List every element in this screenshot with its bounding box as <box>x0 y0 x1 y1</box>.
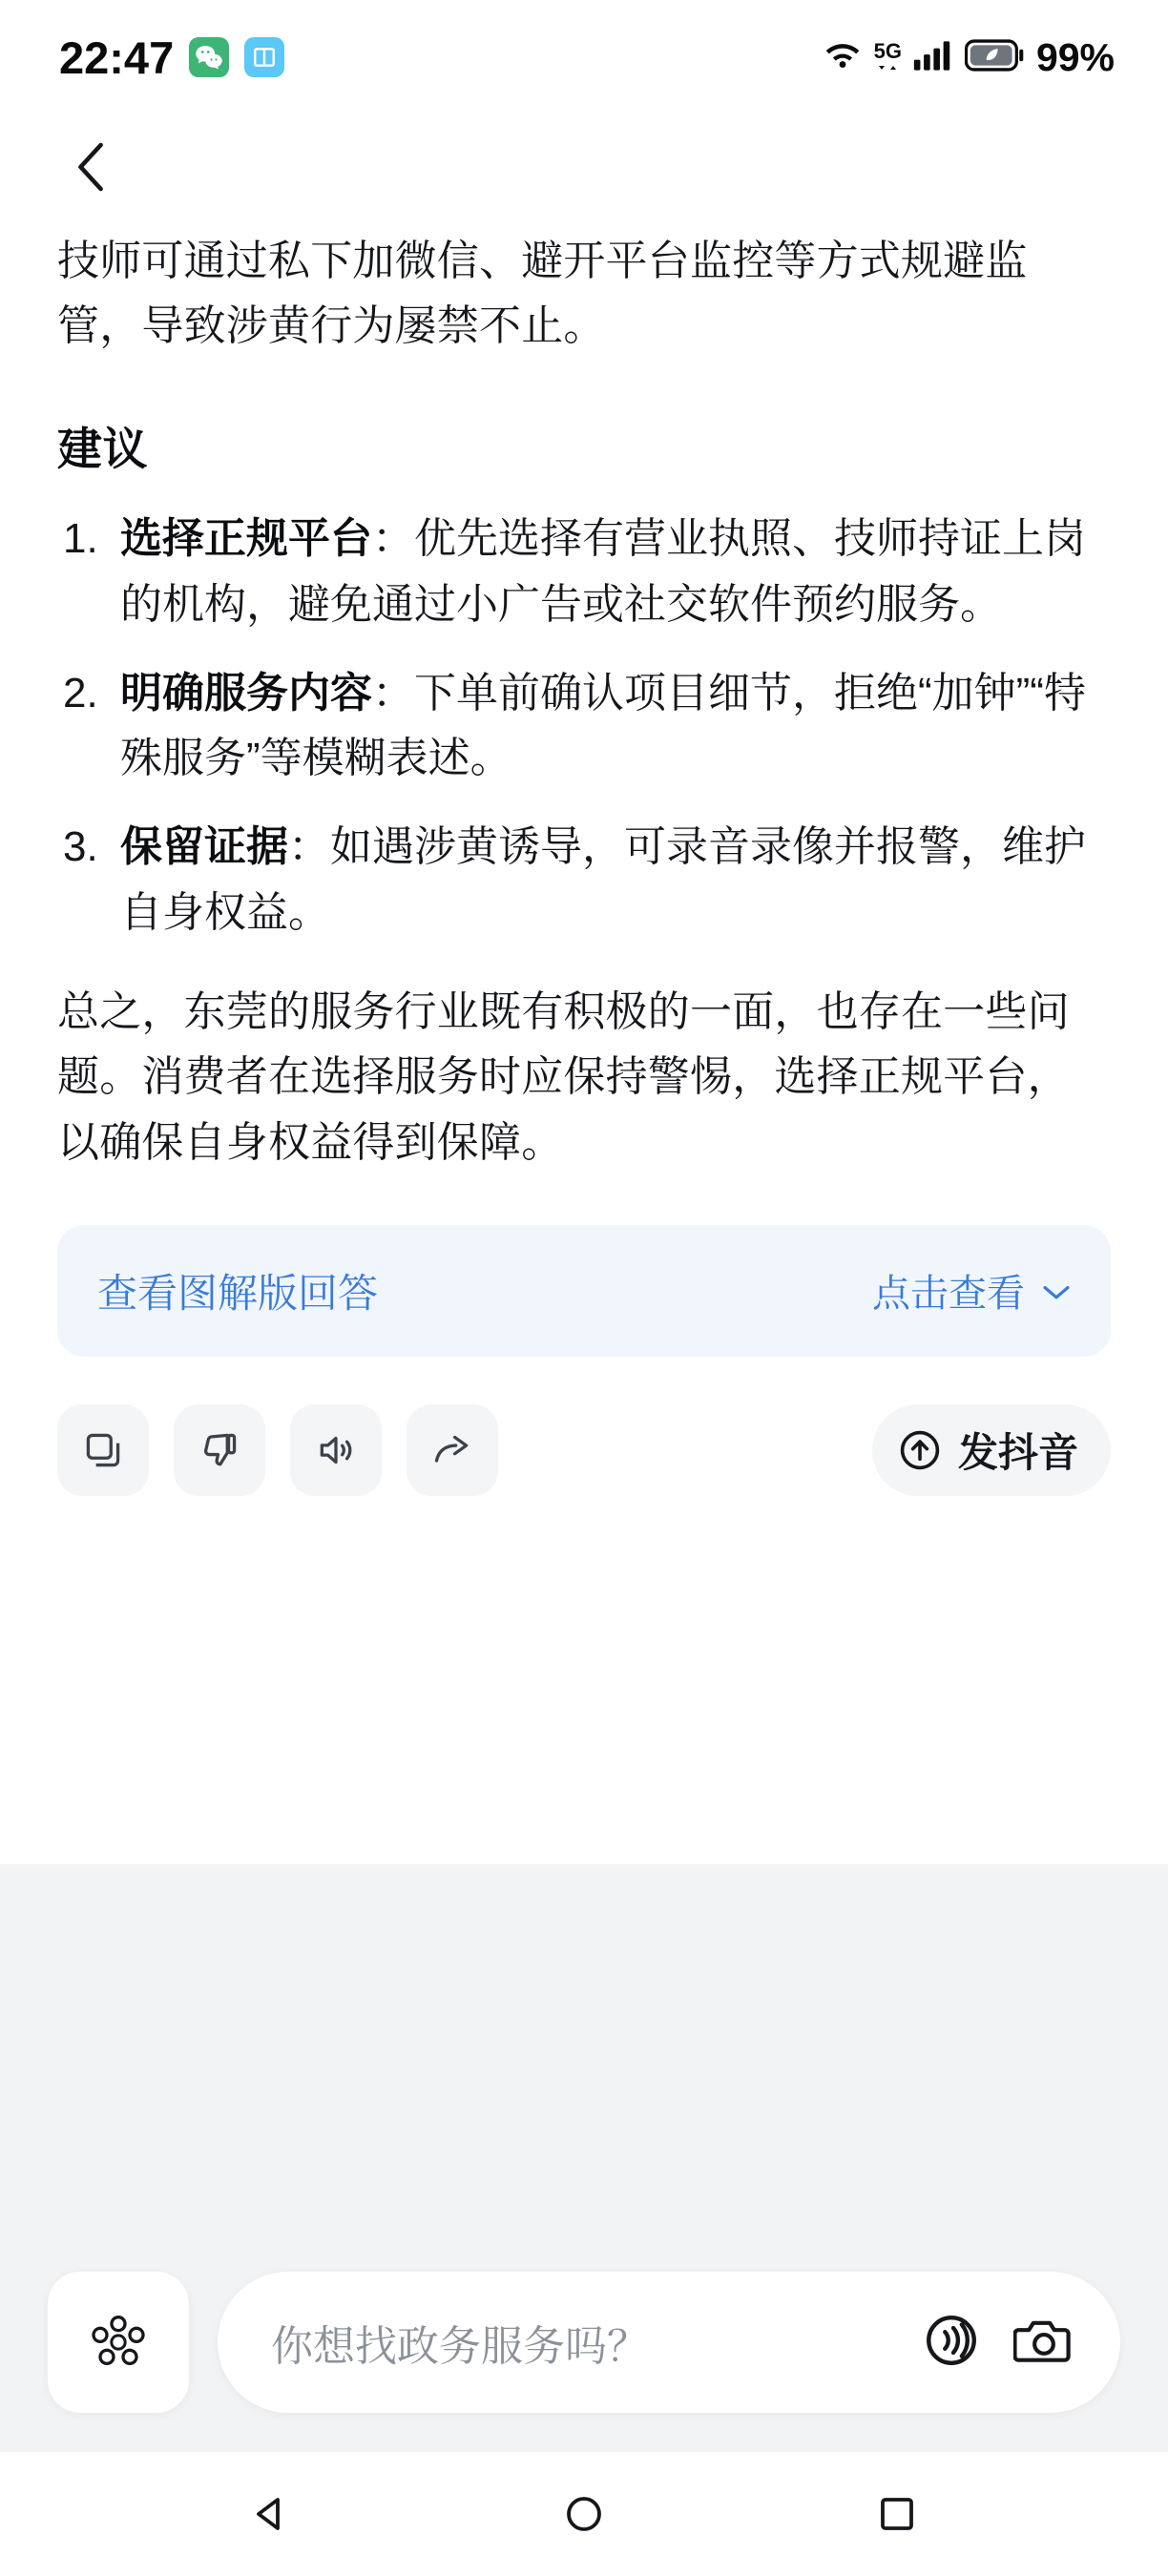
advice-list <box>57 507 1111 945</box>
illustrated-answer-title: 查看图解版回答 <box>97 1270 379 1316</box>
status-bar-left <box>59 31 284 84</box>
answer-action-group <box>57 1404 498 1496</box>
triangle-back-icon <box>248 2491 294 2537</box>
list-item <box>57 661 1111 792</box>
status-bar-right <box>822 35 1115 80</box>
share-button[interactable] <box>407 1404 498 1496</box>
top-nav-bar <box>0 114 1168 219</box>
share-icon <box>431 1429 473 1471</box>
copy-icon <box>82 1429 124 1471</box>
voice-button[interactable] <box>922 2311 981 2375</box>
advice-text: 如遇涉黄诱导，可录音录像并报警，维护自身权益。 <box>120 822 1086 936</box>
advice-separator: ： <box>372 515 414 563</box>
advice-text: 优先选择有营业执照、技师持证上岗的机构，避免通过小广告或社交软件预约服务。 <box>120 515 1086 628</box>
battery-icon <box>965 39 1024 76</box>
advice-separator: ： <box>288 822 330 870</box>
signal-bars-icon <box>912 37 954 78</box>
circle-home-icon <box>561 2491 607 2537</box>
chevron-down-icon <box>1040 1280 1073 1301</box>
section-title-suggestions: 建议 <box>57 424 148 475</box>
wechat-icon <box>189 37 229 77</box>
speaker-button[interactable] <box>290 1404 382 1496</box>
advice-text: 下单前确认项目细节，拒绝“加钟”“特殊服务”等模糊表述。 <box>120 669 1086 782</box>
search-placeholder: 你想找政务服务吗？ <box>271 2323 649 2370</box>
status-bar <box>0 0 1168 114</box>
illustrated-answer-action[interactable] <box>872 1263 1073 1318</box>
thumbs-down-icon <box>198 1429 240 1471</box>
android-navigation-bar <box>0 2452 1168 2576</box>
android-recents-button[interactable] <box>845 2471 949 2557</box>
conclusion-paragraph: 总之，东莞的服务行业既有积极的一面，也存在一些问题。消费者在选择服务时应保持警惕，选择正规平台，以确保自身权益得到保障。 <box>57 988 1070 1166</box>
list-item <box>57 815 1111 945</box>
answer-content <box>0 219 1168 1864</box>
back-button[interactable] <box>57 133 126 201</box>
chevron-left-icon <box>70 137 114 197</box>
wifi-icon <box>822 38 864 77</box>
search-input[interactable] <box>218 2272 1120 2413</box>
illustrated-answer-card[interactable] <box>57 1225 1111 1357</box>
advice-term: 保留证据 <box>120 822 288 870</box>
list-item <box>57 507 1111 637</box>
arrow-up-circle-icon <box>897 1427 943 1473</box>
send-to-douyin-label: 发抖音 <box>957 1429 1078 1475</box>
illustrated-answer-action-label: 点击查看 <box>872 1273 1025 1316</box>
advice-term: 明确服务内容 <box>120 669 372 717</box>
camera-icon <box>1013 2313 1074 2368</box>
copy-button[interactable] <box>57 1404 149 1496</box>
android-back-button[interactable] <box>219 2471 323 2557</box>
android-home-button[interactable] <box>532 2471 636 2557</box>
network-type-label: 5G <box>874 41 902 73</box>
flower-assistant-icon <box>80 2304 156 2380</box>
intro-paragraph: 技师可通过私下加微信、避开平台监控等方式规避监管，导致涉黄行为屡禁不止。 <box>57 238 1028 350</box>
advice-separator: ： <box>372 669 414 717</box>
status-time: 22:47 <box>59 31 175 83</box>
send-to-douyin-button[interactable] <box>872 1404 1111 1496</box>
book-icon <box>244 37 284 77</box>
speaker-icon <box>315 1429 357 1471</box>
advice-term: 选择正规平台 <box>120 515 372 563</box>
square-recents-icon <box>874 2491 920 2537</box>
assistant-button[interactable] <box>48 2272 189 2413</box>
search-actions <box>922 2311 1074 2375</box>
dislike-button[interactable] <box>174 1404 265 1496</box>
page-background-filler <box>0 1864 1168 2233</box>
battery-percent: 99% <box>1035 34 1115 79</box>
answer-action-bar <box>57 1404 1111 1496</box>
camera-button[interactable] <box>1013 2313 1074 2373</box>
voice-wave-icon <box>922 2311 981 2370</box>
bottom-search-bar <box>0 2233 1168 2452</box>
